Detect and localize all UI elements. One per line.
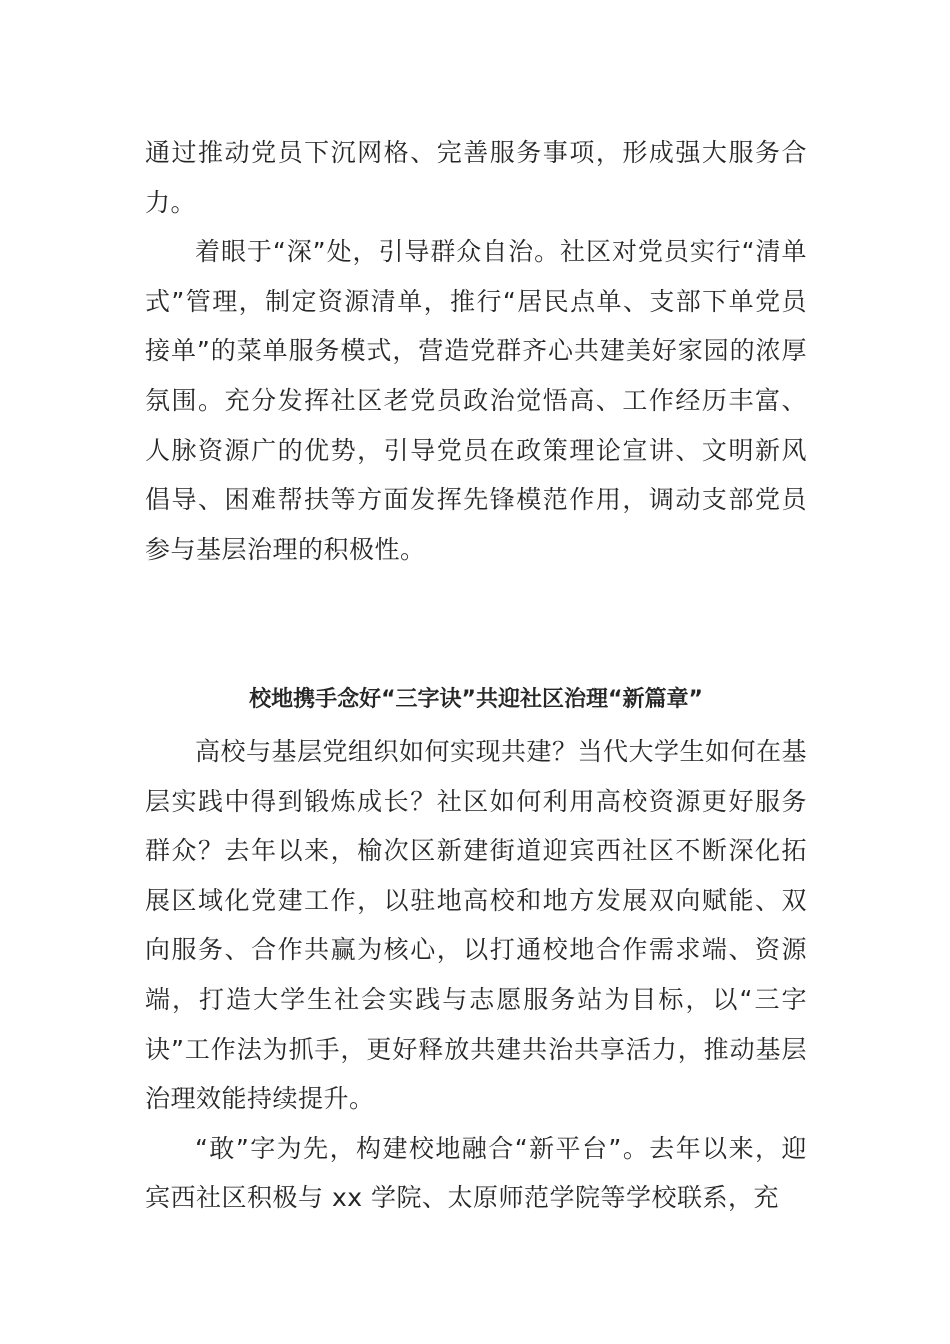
paragraph-intro: 高校与基层党组织如何实现共建？当代大学生如何在基层实践中得到锻炼成长？社区如何利用高校资源更好服务群众？去年以来，榆次区新建街道迎宾西社区不断深化拓展区域化党建工作，以驻地高校和地方发展双向赋能、双向服务、合作共赢为核心，以打通校地合作需求端、资源端，打造大学生社会实践与志愿服务站为目标，以“三字诀”工作法为抓手，更好释放共建共治共享活力，推动基层治理效能持续提升。 [145, 737, 808, 1114]
paragraph-continued: 通过推动党员下沉网格、完善服务事项，形成强大服务合力。 [145, 138, 807, 217]
body-text-section-2 [145, 727, 807, 1223]
paragraph-shen: 着眼于“深”处，引导群众自治。社区对党员实行“清单式”管理，制定资源清单，推行“居民点单、支部下单党员接单”的菜单服务模式，营造党群齐心共建美好家园的浓厚氛围。充分发挥社区老党员政治觉悟高、工作经历丰富、人脉资源广的优势，引导党员在政策理论宣讲、文明新风倡导、困难帮扶等方面发挥先锋模范作用，调动支部党员参与基层治理的积极性。 [145, 237, 807, 564]
article-title: 校地携手念好“三字诀”共迎社区治理“新篇章” [249, 687, 703, 712]
paragraph-gan: “敢”字为先，构建校地融合“新平台”。去年以来，迎宾西社区积极与 xx 学院、太原师范学院等学校联系，充 [145, 1133, 807, 1213]
body-text-section-1 [145, 128, 807, 574]
